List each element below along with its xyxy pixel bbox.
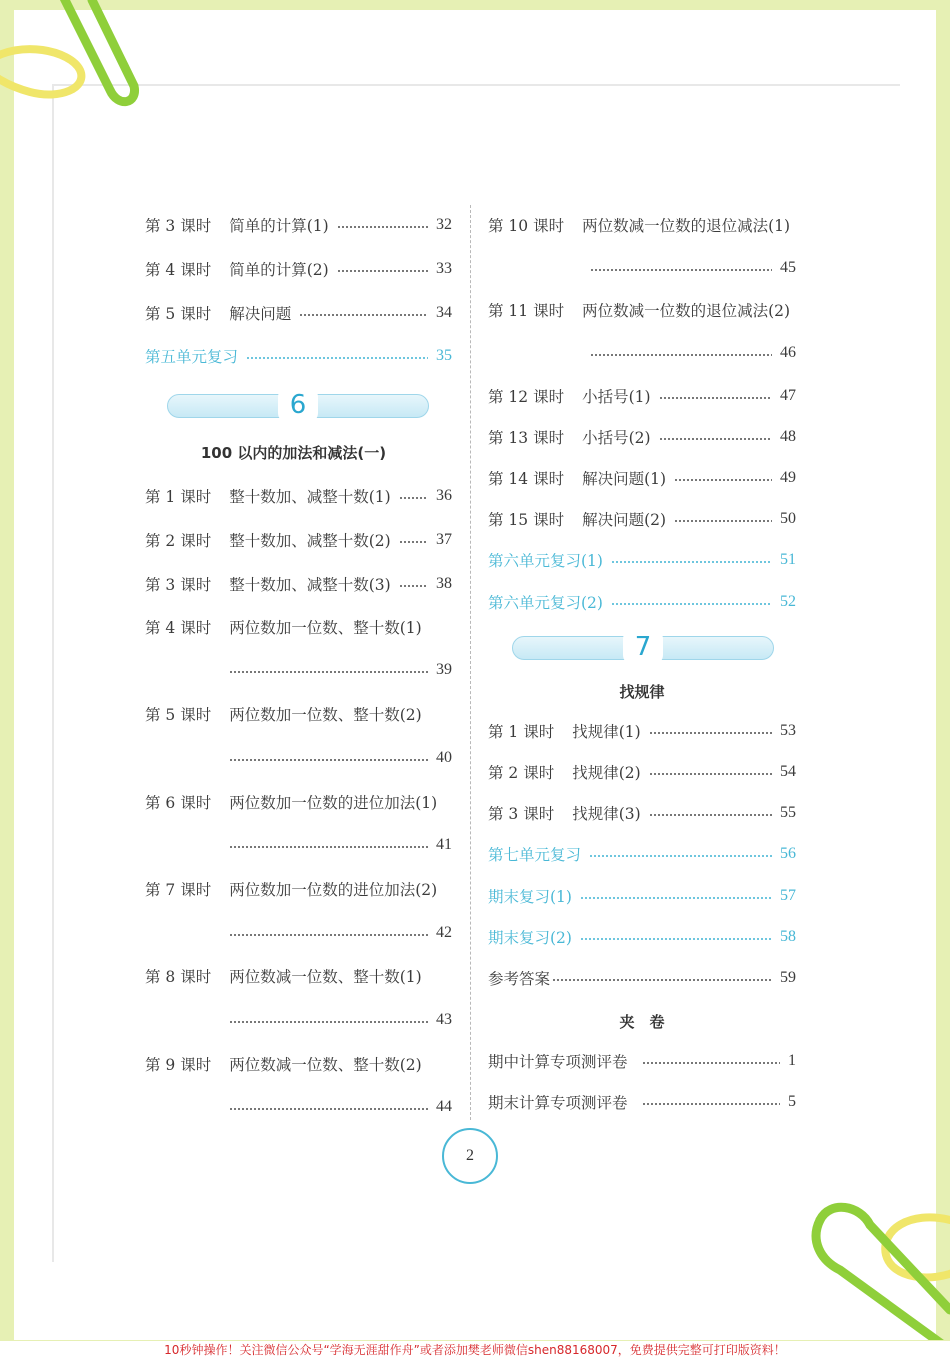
- lesson-title: 两位数减一位数的退位减法(2): [582, 302, 791, 320]
- paper-clip-bottom-right-icon: [800, 1200, 950, 1340]
- leader-dots: [229, 671, 428, 673]
- leader-dots: [649, 732, 772, 734]
- lesson-label: 第 5 课时: [145, 305, 212, 323]
- leader-dots: [229, 934, 428, 936]
- lesson-label: 第 13 课时: [488, 429, 565, 447]
- lesson-label: 第 5 课时: [145, 706, 212, 724]
- lesson-title: 解决问题(1): [582, 470, 667, 488]
- page-number: 38: [436, 575, 452, 592]
- page-number: 55: [780, 804, 796, 821]
- insert-title: 期中计算专项测评卷: [488, 1053, 628, 1071]
- toc-row-continuation[interactable]: [145, 1007, 452, 1033]
- footer-promo-note: 10秒钟操作！关注微信公众号“学海无涯甜作舟”或者添加樊老师微信shen88168007，免费提供完整可打印版资料！: [0, 1341, 950, 1360]
- toc-row-insert[interactable]: [488, 1089, 796, 1115]
- insert-heading: 夹 卷: [619, 1013, 665, 1031]
- lesson-title: 整十数加、减整十数(3): [229, 576, 391, 594]
- page-number: 39: [436, 661, 452, 678]
- toc-row-unit7-review[interactable]: [488, 841, 796, 867]
- page-number: 47: [780, 387, 796, 404]
- leader-dots: [399, 541, 428, 543]
- toc-row-continuation[interactable]: [488, 255, 796, 281]
- lesson-title: 整十数加、减整十数(2): [229, 532, 391, 550]
- lesson-title: 两位数加一位数的进位加法(2): [229, 881, 438, 899]
- leader-dots: [229, 1021, 428, 1023]
- toc-row-continuation[interactable]: [145, 745, 452, 771]
- leader-dots: [649, 773, 772, 775]
- toc-row-title[interactable]: [488, 212, 796, 238]
- toc-row-title[interactable]: [145, 963, 452, 989]
- toc-row[interactable]: [488, 383, 796, 409]
- review-title: 第六单元复习(1): [488, 552, 603, 570]
- toc-row[interactable]: [488, 506, 796, 532]
- lesson-label: 第 1 课时: [488, 723, 555, 741]
- toc-row-continuation[interactable]: [145, 832, 452, 858]
- toc-row-title[interactable]: [145, 1051, 452, 1077]
- page-number: 45: [780, 259, 796, 276]
- toc-row[interactable]: [145, 483, 452, 509]
- lesson-title: 解决问题: [229, 305, 292, 323]
- leader-dots: [399, 497, 428, 499]
- page-number: 54: [780, 763, 796, 780]
- page-number: 5: [788, 1093, 796, 1110]
- lesson-label: 第 2 课时: [488, 764, 555, 782]
- toc-row-continuation[interactable]: [145, 657, 452, 683]
- lesson-label: 第 7 课时: [145, 881, 212, 899]
- lesson-title: 简单的计算(1): [229, 217, 329, 235]
- review-title: 第五单元复习: [145, 348, 239, 366]
- page-number-badge: 2: [442, 1128, 498, 1184]
- toc-row-insert[interactable]: [488, 1048, 796, 1074]
- lesson-label: 第 9 课时: [145, 1056, 212, 1074]
- unit-7-banner: [512, 632, 774, 662]
- leader-dots: [659, 397, 772, 399]
- leader-dots: [580, 897, 772, 899]
- page-number: 51: [780, 551, 796, 568]
- page-number: 36: [436, 487, 452, 504]
- leader-dots: [611, 561, 772, 563]
- paper-clip-top-left-icon: [0, 0, 150, 130]
- toc-row-continuation[interactable]: [145, 920, 452, 946]
- toc-row-answers[interactable]: [488, 965, 796, 991]
- lesson-label: 第 10 课时: [488, 217, 565, 235]
- toc-row-unit5-review[interactable]: [145, 343, 452, 369]
- leader-dots: [580, 938, 772, 940]
- review-title: 期末复习(1): [488, 888, 572, 906]
- lesson-title: 简单的计算(2): [229, 261, 329, 279]
- leader-dots: [337, 226, 428, 228]
- leader-dots: [299, 314, 428, 316]
- page-number: 32: [436, 216, 452, 233]
- unit-number: 6: [278, 387, 318, 423]
- leader-dots: [642, 1103, 780, 1105]
- page-number: 48: [780, 428, 796, 445]
- toc-row[interactable]: [488, 424, 796, 450]
- review-title: 期末复习(2): [488, 929, 572, 947]
- leader-dots: [674, 520, 772, 522]
- review-title: 第七单元复习: [488, 846, 582, 864]
- page-number: 50: [780, 510, 796, 527]
- lesson-label: 第 3 课时: [145, 576, 212, 594]
- toc-row-final-review-1[interactable]: [488, 883, 796, 909]
- toc-row[interactable]: [145, 571, 452, 597]
- insert-title: 期末计算专项测评卷: [488, 1094, 628, 1112]
- leader-dots: [611, 603, 772, 605]
- lesson-title: 两位数减一位数、整十数(1): [229, 968, 422, 986]
- leader-dots: [590, 354, 772, 356]
- lesson-title: 两位数减一位数、整十数(2): [229, 1056, 422, 1074]
- page-number: 56: [780, 845, 796, 862]
- unit-number: 7: [623, 629, 663, 665]
- toc-row[interactable]: [488, 465, 796, 491]
- lesson-label: 第 4 课时: [145, 261, 212, 279]
- lesson-title: 两位数加一位数、整十数(2): [229, 706, 422, 724]
- toc-row-unit6-review-2[interactable]: [488, 589, 796, 615]
- leader-dots: [674, 479, 772, 481]
- page-number: 58: [780, 928, 796, 945]
- toc-row[interactable]: [145, 300, 452, 326]
- page-number: 41: [436, 836, 452, 853]
- page-number: 44: [436, 1098, 452, 1115]
- toc-row-title[interactable]: [145, 614, 452, 640]
- lesson-title: 两位数减一位数的退位减法(1): [582, 217, 791, 235]
- lesson-label: 第 1 课时: [145, 488, 212, 506]
- leader-dots: [642, 1062, 780, 1064]
- page-number: 33: [436, 260, 452, 277]
- lesson-title: 找规律(3): [572, 805, 641, 823]
- lesson-label: 第 11 课时: [488, 302, 565, 320]
- page-number: 57: [780, 887, 796, 904]
- page-number: 40: [436, 749, 452, 766]
- toc-row-title[interactable]: [145, 701, 452, 727]
- lesson-label: 第 15 课时: [488, 511, 565, 529]
- leader-dots: [337, 270, 428, 272]
- lesson-label: 第 2 课时: [145, 532, 212, 550]
- lesson-label: 第 6 课时: [145, 794, 212, 812]
- lesson-title: 两位数加一位数的进位加法(1): [229, 794, 438, 812]
- lesson-title: 小括号(1): [582, 388, 651, 406]
- toc-row[interactable]: [145, 256, 452, 282]
- lesson-label: 第 12 课时: [488, 388, 565, 406]
- page-number: 42: [436, 924, 452, 941]
- toc-row-final-review-2[interactable]: [488, 924, 796, 950]
- page-number: 37: [436, 531, 452, 548]
- lesson-title: 找规律(2): [572, 764, 641, 782]
- leader-dots: [590, 269, 772, 271]
- leader-dots: [589, 855, 772, 857]
- leader-dots: [229, 759, 428, 761]
- lesson-label: 第 3 课时: [488, 805, 555, 823]
- toc-row-title[interactable]: [145, 789, 452, 815]
- answers-title: 参考答案: [488, 970, 551, 988]
- page-number: 1: [788, 1052, 796, 1069]
- page-number: 52: [780, 593, 796, 610]
- toc-row-title[interactable]: [488, 297, 796, 323]
- lesson-label: 第 3 课时: [145, 217, 212, 235]
- column-divider: [470, 205, 471, 1120]
- page-number: 35: [436, 347, 452, 364]
- page-number: 34: [436, 304, 452, 321]
- toc-row[interactable]: [488, 800, 796, 826]
- leader-dots: [399, 585, 428, 587]
- toc-row[interactable]: [488, 718, 796, 744]
- lesson-label: 第 14 课时: [488, 470, 565, 488]
- unit-6-banner: [167, 390, 429, 420]
- page-number: 46: [780, 344, 796, 361]
- lesson-title: 解决问题(2): [582, 511, 667, 529]
- leader-dots: [229, 1108, 428, 1110]
- page-number: 59: [780, 969, 796, 986]
- page-number: 49: [780, 469, 796, 486]
- unit-6-heading: 100 以内的加法和减法(一): [200, 444, 387, 462]
- page-number: 53: [780, 722, 796, 739]
- toc-row-continuation[interactable]: [488, 340, 796, 366]
- leader-dots: [229, 846, 428, 848]
- lesson-title: 小括号(2): [582, 429, 651, 447]
- lesson-title: 两位数加一位数、整十数(1): [229, 619, 422, 637]
- lesson-label: 第 8 课时: [145, 968, 212, 986]
- leader-dots: [552, 979, 772, 981]
- toc-row[interactable]: [145, 527, 452, 553]
- leader-dots: [246, 357, 428, 359]
- toc-row[interactable]: [488, 759, 796, 785]
- page-number: 43: [436, 1011, 452, 1028]
- lesson-title: 整十数加、减整十数(1): [229, 488, 391, 506]
- toc-row-unit6-review-1[interactable]: [488, 547, 796, 573]
- toc-row[interactable]: [145, 212, 452, 238]
- toc-row-continuation[interactable]: [145, 1094, 452, 1120]
- review-title: 第六单元复习(2): [488, 594, 603, 612]
- lesson-label: 第 4 课时: [145, 619, 212, 637]
- leader-dots: [659, 438, 772, 440]
- leader-dots: [649, 814, 772, 816]
- toc-row-title[interactable]: [145, 876, 452, 902]
- unit-7-heading: 找规律: [619, 683, 665, 701]
- lesson-title: 找规律(1): [572, 723, 641, 741]
